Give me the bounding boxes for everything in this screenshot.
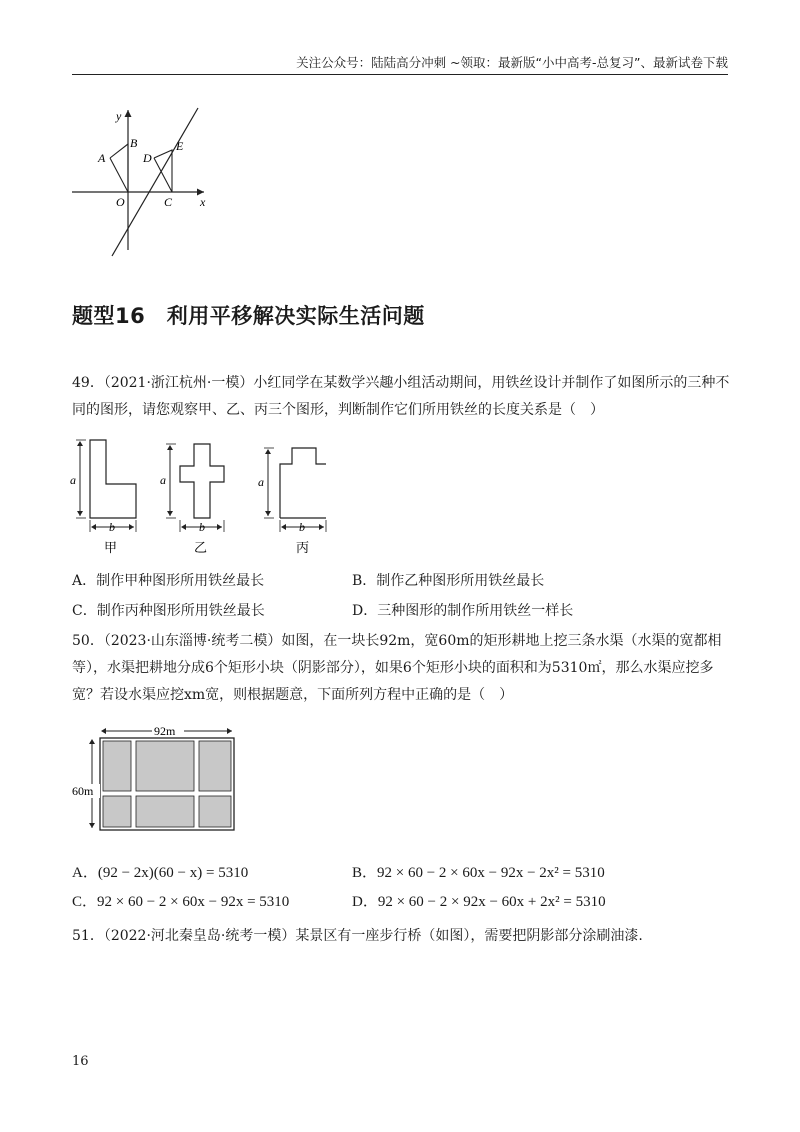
yi-label-a: a: [160, 473, 166, 487]
yi-name: 乙: [194, 540, 208, 555]
section-title: 题型16 利用平移解决实际生活问题: [72, 304, 425, 328]
q49-option-b[interactable]: B．制作乙种图形所用铁丝最长: [352, 573, 545, 589]
bing-label-b: b: [299, 520, 305, 534]
plot-6: [199, 796, 231, 827]
plot-3: [199, 741, 231, 791]
slanted-line: [112, 108, 198, 256]
triangle-oab: [110, 144, 128, 192]
q50-option-b[interactable]: B．92 × 60 − 2 × 60x − 92x − 2x² = 5310: [352, 865, 605, 881]
label-d: D: [143, 151, 152, 165]
label-x: x: [200, 195, 206, 209]
q49-option-c[interactable]: C．制作丙种图形所用铁丝最长: [72, 603, 265, 619]
label-a: A: [98, 151, 106, 165]
length-label: 92m: [154, 724, 176, 738]
plot-4: [103, 796, 131, 827]
q50-option-a[interactable]: A．(92 − 2x)(60 − x) = 5310: [72, 865, 249, 881]
q50-field-figure: [66, 722, 246, 834]
q50-option-d[interactable]: D．92 × 60 − 2 × 92x − 60x + 2x² = 5310: [352, 894, 606, 910]
page-number: 16: [72, 1054, 89, 1069]
width-label: 60m: [72, 784, 94, 798]
q49-figures: [66, 436, 356, 558]
bing-name: 丙: [296, 540, 310, 555]
q49-option-d[interactable]: D．三种图形的制作所用铁丝一样长: [352, 603, 574, 619]
question-49-text: 49．（2021·浙江杭州·一模）小红同学在某数学兴趣小组活动期间，用铁丝设计并制作了如图所示的三种不同的图形，请您观察甲、乙、丙三个图形，判断制作它们所用铁丝的长度关系是（ ）: [72, 375, 730, 418]
plot-5: [136, 796, 194, 827]
label-o: O: [116, 195, 125, 209]
question-51-text: 51．（2022·河北秦皇岛·统考一模）某景区有一座步行桥（如图），需要把阴影部分涂刷油漆.: [72, 928, 643, 944]
jia-label-b: b: [109, 520, 115, 534]
q49-option-a[interactable]: A．制作甲种图形所用铁丝最长: [72, 573, 265, 589]
figure-yi: [160, 444, 224, 555]
coordinate-figure: [66, 100, 216, 260]
label-b: B: [130, 136, 138, 150]
bing-label-a: a: [258, 475, 264, 489]
jia-label-a: a: [70, 473, 76, 487]
label-y: y: [116, 109, 122, 123]
page-header: 关注公众号：陆陆高分冲刺 ~领取：最新版“小中高考-总复习”、最新试卷下载: [72, 54, 728, 75]
plot-1: [103, 741, 131, 791]
jia-name: 甲: [104, 540, 118, 555]
q50-option-c[interactable]: C．92 × 60 − 2 × 60x − 92x = 5310: [72, 894, 290, 910]
yi-label-b: b: [199, 520, 205, 534]
question-50-text: 50．（2023·山东淄博·统考二模）如图，在一块长92m，宽60m的矩形耕地上挖三条水渠（水渠的宽都相等），水渠把耕地分成6个矩形小块（阴影部分），如果6个矩形小块的面积和为5310㎡，那么水渠应挖多宽？若设水渠应挖xm宽，则根据题意，下面所列方程中正确的是（ ）: [72, 633, 722, 703]
plot-2: [136, 741, 194, 791]
label-c: C: [164, 195, 173, 209]
figure-jia: [70, 440, 136, 555]
figure-bing: [258, 448, 326, 555]
label-e: E: [176, 139, 184, 153]
